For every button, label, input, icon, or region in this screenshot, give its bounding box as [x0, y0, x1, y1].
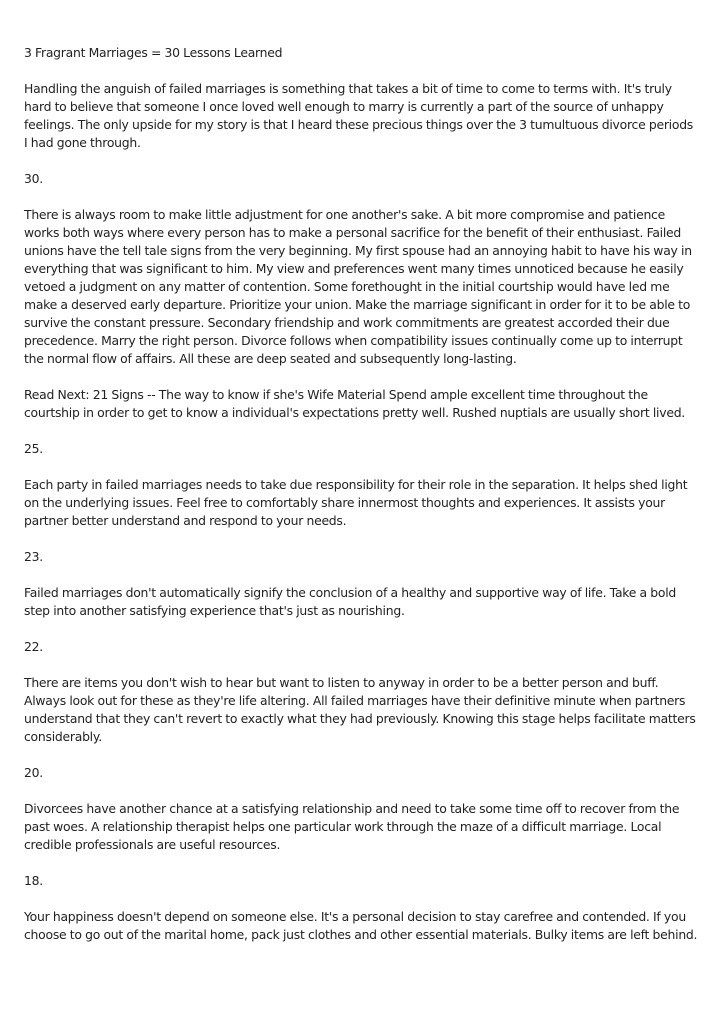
read-next-paragraph: Read Next: 21 Signs -- The way to know if she's Wife Material Spend ample excellent time throughout the courtship in order to get to know a individual's expectations pretty well. Rushed nuptials are usually short lived. — [24, 387, 685, 420]
section-paragraph: There is always room to make little adjustment for one another's sake. A bit more compromise and patience works both ways where every person has to make a personal sacrifice for the benefit of their enthusiast. Failed unions have the tell tale signs from the very beginning. My first spouse had an annoying habit to have his way in everything that was significant to him. My view and preferences went many times unnoticed because he easily vetoed a judgment on any matter of contention. Some forethought in the initial courtship would have led me make a deserved early departure. Prioritize your union. Make the marriage significant in order for it to be able to survive the constant pressure. Secondary friendship and work commitments are greatest accorded their due precedence. Marry the right person. Divorce follows when compatibility issues continually come up to interrupt the normal flow of affairs. All these are deep seated and subsequently long-lasting. — [24, 207, 692, 366]
section-paragraph: Divorcees have another chance at a satisfying relationship and need to take some time off to recover from the past woes. A relationship therapist helps one particular work through the maze of a difficult marriage. Local credible professionals are useful resources. — [24, 801, 680, 852]
document-title: 3 Fragrant Marriages = 30 Lessons Learned — [24, 45, 283, 60]
section-number: 25. — [24, 441, 43, 456]
intro-paragraph: Handling the anguish of failed marriages is something that takes a bit of time to come to terms with. It's truly hard to believe that someone I once loved well enough to marry is currently a part of the source of unhappy feelings. The only upside for my story is that I heard these precious things over the 3 tumultuous divorce periods I had gone through. — [24, 81, 694, 150]
section-number: 30. — [24, 171, 43, 186]
section-number: 23. — [24, 549, 43, 564]
section-paragraph: Failed marriages don't automatically signify the conclusion of a healthy and supportive way of life. Take a bold step into another satisfying experience that's just as nourishing. — [24, 585, 677, 618]
section-paragraph: There are items you don't wish to hear but want to listen to anyway in order to be a better person and buff. Always look out for these as they're life altering. All failed marriages have their definitive minute when partners understand that they can't revert to exactly what they had previously. Knowing this stage helps facilitate matters considerably. — [24, 675, 696, 744]
section-number: 22. — [24, 639, 43, 654]
section-paragraph: Each party in failed marriages needs to take due responsibility for their role in the separation. It helps shed light on the underlying issues. Feel free to comfortably share innermost thoughts and experiences. It assists your partner better understand and respond to your needs. — [24, 477, 688, 528]
document-page — [24, 44, 698, 962]
section-number: 18. — [24, 873, 43, 888]
section-paragraph: Your happiness doesn't depend on someone else. It's a personal decision to stay carefree and contended. If you choose to go out of the marital home, pack just clothes and other essential materials. Bulky items are left behind. — [24, 909, 698, 942]
section-number: 20. — [24, 765, 43, 780]
